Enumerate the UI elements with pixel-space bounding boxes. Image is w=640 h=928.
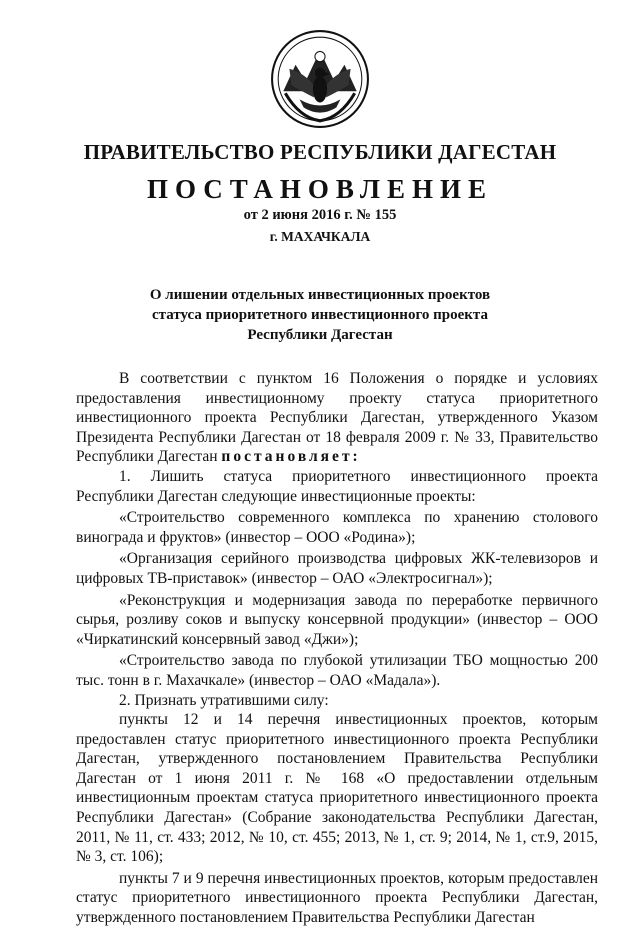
title-line: Республики Дагестан — [247, 327, 393, 343]
preamble-text: В соответствии с пунктом 16 Положения о порядке и условиях предоставления инвестиционному проекту статуса приоритетного инвестиционного проекта Республики Дагестан, утвержденного Указом Президента Республики Дагестан от 18 февраля 2009 г. № 33, Правительство Республики Дагестан — [76, 370, 598, 466]
project-paragraph: «Строительство завода по глубокой утилизации ТБО мощностью 200 тыс. тонн в г. Махачкале» (инвестор – ОАО «Мадала»). — [76, 652, 598, 689]
title-line: О лишении отдельных инвестиционных проектов — [149, 287, 491, 303]
item-2-paragraph: 2. Признать утратившими силу: — [119, 691, 329, 709]
document-body — [76, 369, 598, 928]
document-title — [40, 285, 600, 345]
decree-word: постановляет: — [221, 448, 361, 466]
government-heading: ПРАВИТЕЛЬСТВО РЕСПУБЛИКИ ДАГЕСТАН — [83, 140, 557, 164]
coat-of-arms-emblem — [269, 28, 371, 130]
city-line: г. МАХАЧКАЛА — [269, 229, 371, 244]
item-2-subparagraph: пункты 7 и 9 перечня инвестиционных проектов, которым предоставлен статус приоритетного инвестиционного проекта Республики Дагестан, утвержденного постановлением Правительства Республики Дагестан — [76, 869, 598, 927]
item-1-paragraph: 1. Лишить статуса приоритетного инвестиционного проекта Республики Дагестан следующие инвестиционные проекты: — [76, 467, 598, 505]
preamble-paragraph — [76, 369, 598, 467]
title-line: статуса приоритетного инвестиционного проекта — [152, 307, 488, 323]
item-2-subparagraph: пункты 12 и 14 перечня инвестиционных проектов, которым предоставлен статус приоритетного инвестиционного проекта Республики Дагестан, утвержденного постановлением Правительства Республики Дагестан от 1 июня 2011 г. № 168 «О предоставлении отдельным инвестиционным проектам статуса приоритетного инвестиционного проекта Республики Дагестан» (Собрание законодательства Республики Дагестан, 2011, № 11, ст. 433; 2012, № 10, ст. 455; 2013, № 1, ст. 9; 2014, № 1, ст.9, 2015, № 3, ст. 106); — [76, 711, 598, 866]
document-type-heading: ПОСТАНОВЛЕНИЕ — [146, 174, 494, 204]
project-paragraph: «Реконструкция и модернизация завода по переработке первичного сырья, розливу соков и выпуску консервной продукции» (инвестор – ООО «Чиркатинский консервный завод «Джи»); — [76, 591, 598, 648]
project-paragraph: «Организация серийного производства цифровых ЖК-телевизоров и цифровых ТВ-приставок» (инвестор – ОАО «Электросигнал»); — [76, 550, 598, 587]
project-paragraph: «Строительство современного комплекса по хранению столового винограда и фруктов» (инвестор – ООО «Родина»); — [76, 509, 598, 546]
date-and-number: от 2 июня 2016 г. № 155 — [243, 207, 397, 223]
